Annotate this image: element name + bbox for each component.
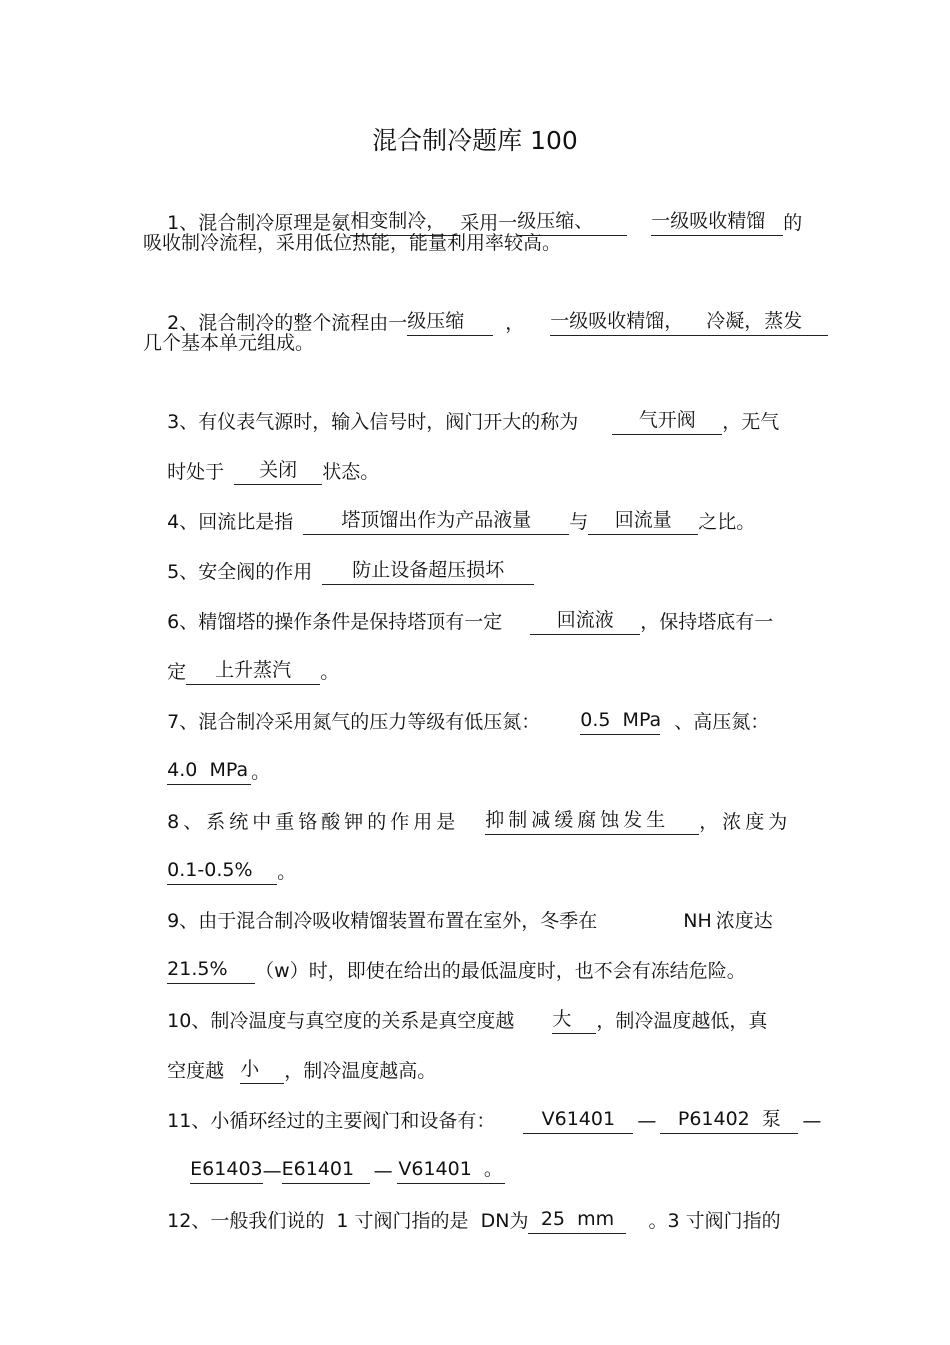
page-title: 混合制冷题库 100 [372,126,578,155]
q6-text-2: ，保持塔底有一 [640,611,774,633]
q11-blank-4: E61401 [282,1156,370,1184]
q5-text: 5、安全阀的作用 [167,561,313,583]
q8-text: 8、系统中重铬酸钾的作用是 [167,811,460,833]
q6-text-4: 。 [320,661,340,683]
q7-blank-2: 4.0 MPa [167,757,251,785]
q3-text-3: 时处于 [167,461,225,483]
q10-text: 10、制冷温度与真空度的关系是真空度越 [167,1010,515,1032]
q1-line1 [143,178,803,234]
q8-line2 [143,827,297,883]
q8-blank-1: 抑制减缓腐蚀发生 [485,807,699,835]
q4-blank-2: 回流量 [588,507,698,535]
q3-blank-1: 气开阀 [612,407,722,435]
q4-blank-1: 塔顶馏出作为产品液量 [303,507,569,535]
q2-blank-1: 级压缩 [407,308,493,336]
q9-nh: NH [683,910,712,932]
q6-blank-1: 回流液 [530,607,640,635]
q4-line [143,477,756,533]
q10-text-4: ，制冷温度越高。 [284,1060,437,1082]
q4-text-3: 之比。 [698,511,756,533]
q11-blank-5: V61401 。 [397,1156,505,1184]
q10-line1 [143,976,768,1032]
q7-text: 7、混合制冷采用氮气的压力等级有低压氮： [167,711,541,733]
q8-line1 [143,777,792,833]
q1-blank-1: 相变制冷， [350,208,460,236]
q1-text-3: 的 [783,212,803,234]
q7-line1 [143,677,770,733]
q12-text: 12、一般我们说的 1 寸阀门指的是 DN为 [167,1210,529,1232]
q12-blank-1: 25 mm [528,1206,626,1234]
q11-blank-3: E61403 [190,1156,262,1184]
q6-line1 [143,577,774,633]
q6-blank-2: 上升蒸汽 [186,657,320,685]
q3-line1 [143,377,780,433]
q10-blank-1: 大 [552,1006,596,1034]
q1-blank-3: 一级吸收精馏 [651,208,783,236]
q11-dash-3: — [262,1160,282,1182]
q7-line2 [143,727,271,783]
q4-text-2: 与 [569,511,589,533]
q11-dash-4: — [373,1160,393,1182]
q12-text-2: 。3 寸阀门指的 [648,1210,781,1232]
q3-line2 [143,427,380,483]
q9-line1 [143,876,773,932]
q1-line2: 吸收制冷流程，采用低位热能，能量利用率较高。 [143,232,562,254]
q9-line2 [143,926,746,982]
q9-blank-1: 21.5% [167,956,255,984]
q2-text: 2、混合制冷的整个流程由一 [167,312,408,334]
q3-text: 3、有仪表气源时，输入信号时，阀门开大的称为 [167,411,579,433]
q1-text-2: 采用一 [460,212,518,234]
q7-text-3: 。 [251,761,271,783]
q11-blank-2: P61402 泵 [660,1106,798,1134]
q10-text-3: 空度越 [167,1060,225,1082]
q2-blank-3: 冷凝， [706,308,764,336]
q5-line [143,527,534,583]
q6-text-3: 定 [167,661,187,683]
q3-text-2: ，无气 [722,411,780,433]
q11-blank-1: V61401 [523,1106,633,1134]
q8-blank-2: 0.1-0.5% [167,857,277,885]
q9-text-3: （w）时，即使在给出的最低温度时，也不会有冻结危险。 [255,960,746,982]
q9-text: 9、由于混合制冷吸收精馏装置布置在室外，冬季在 [167,910,598,932]
q6-text: 6、精馏塔的操作条件是保持塔顶有一定 [167,611,503,633]
q9-text-2: 浓度达 [715,910,773,932]
q4-text: 4、回流比是指 [167,511,294,533]
q3-blank-2: 关闭 [234,457,322,485]
q2-blank-2: 一级吸收精馏， [550,308,706,336]
q10-blank-2: 小 [240,1056,284,1084]
q2-line2: 几个基本单元组成。 [143,332,315,354]
q3-text-4: 状态。 [322,461,380,483]
q11-dash-1: — [637,1110,657,1132]
q12-line [143,1176,781,1232]
q8-text-2: ，浓度为 [699,811,792,833]
q10-line2 [143,1026,437,1082]
q11-dash-2: — [802,1110,822,1132]
q7-text-2: 、高压氮： [674,711,770,733]
q2-blank-4: 蒸发 [764,308,828,336]
q2-line1 [143,278,828,334]
q7-blank-1: 0.5 MPa [580,707,660,735]
q1-blank-2: 级压缩、 [517,208,627,236]
q5-blank-1: 防止设备超压损坏 [322,557,534,585]
q11-line1 [143,1076,822,1132]
q6-line2 [143,627,340,683]
q11-text: 11、小循环经过的主要阀门和设备有： [167,1110,496,1132]
q8-text-3: 。 [277,861,297,883]
q2-text-2: ， [505,312,525,334]
q11-line2 [166,1126,505,1182]
q1-text: 1、混合制冷原理是氨 [167,212,351,234]
q10-text-2: ，制冷温度越低，真 [596,1010,768,1032]
